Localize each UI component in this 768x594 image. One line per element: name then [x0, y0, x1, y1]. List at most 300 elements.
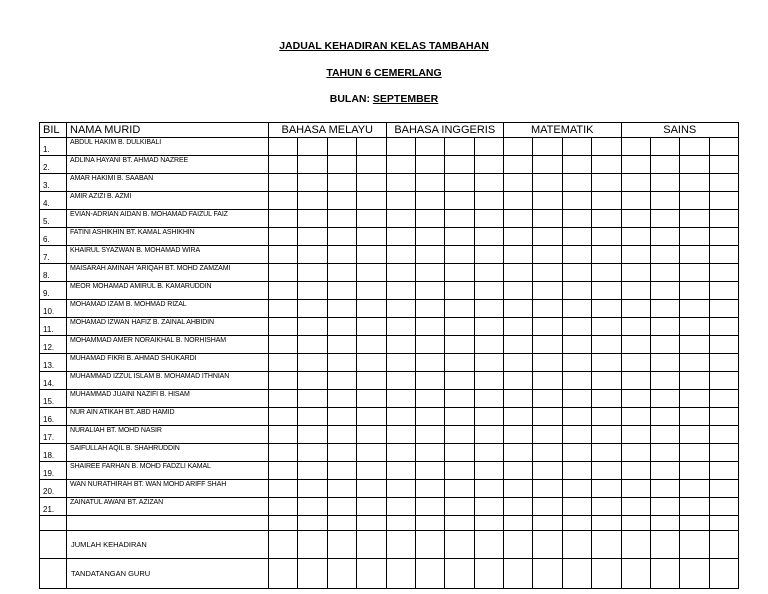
attendance-cell[interactable]: [592, 282, 621, 300]
attendance-cell[interactable]: [621, 426, 650, 444]
attendance-cell[interactable]: [504, 300, 533, 318]
attendance-cell[interactable]: [327, 354, 356, 372]
attendance-cell[interactable]: [562, 354, 591, 372]
attendance-cell[interactable]: [680, 354, 709, 372]
attendance-cell[interactable]: [562, 174, 591, 192]
attendance-cell[interactable]: [415, 516, 444, 531]
attendance-cell[interactable]: [269, 264, 298, 282]
attendance-cell[interactable]: [533, 498, 562, 516]
attendance-cell[interactable]: [621, 300, 650, 318]
attendance-cell[interactable]: [386, 336, 415, 354]
attendance-cell[interactable]: [415, 372, 444, 390]
attendance-cell[interactable]: [445, 156, 474, 174]
attendance-cell[interactable]: [269, 462, 298, 480]
attendance-cell[interactable]: [533, 426, 562, 444]
attendance-cell[interactable]: [621, 444, 650, 462]
attendance-cell[interactable]: [562, 264, 591, 282]
attendance-cell[interactable]: [562, 372, 591, 390]
attendance-cell[interactable]: [504, 192, 533, 210]
attendance-cell[interactable]: [709, 559, 738, 589]
attendance-cell[interactable]: [386, 408, 415, 426]
attendance-cell[interactable]: [357, 318, 386, 336]
attendance-cell[interactable]: [386, 354, 415, 372]
attendance-cell[interactable]: [474, 372, 503, 390]
attendance-cell[interactable]: [386, 210, 415, 228]
attendance-cell[interactable]: [592, 531, 621, 559]
attendance-cell[interactable]: [474, 228, 503, 246]
attendance-cell[interactable]: [650, 462, 679, 480]
attendance-cell[interactable]: [650, 156, 679, 174]
attendance-cell[interactable]: [680, 246, 709, 264]
attendance-cell[interactable]: [327, 210, 356, 228]
attendance-cell[interactable]: [650, 531, 679, 559]
attendance-cell[interactable]: [504, 462, 533, 480]
attendance-cell[interactable]: [415, 246, 444, 264]
attendance-cell[interactable]: [474, 318, 503, 336]
attendance-cell[interactable]: [680, 531, 709, 559]
attendance-cell[interactable]: [474, 246, 503, 264]
attendance-cell[interactable]: [298, 264, 327, 282]
attendance-cell[interactable]: [269, 336, 298, 354]
attendance-cell[interactable]: [357, 210, 386, 228]
attendance-cell[interactable]: [357, 462, 386, 480]
attendance-cell[interactable]: [327, 282, 356, 300]
attendance-cell[interactable]: [650, 336, 679, 354]
attendance-cell[interactable]: [269, 300, 298, 318]
attendance-cell[interactable]: [327, 192, 356, 210]
attendance-cell[interactable]: [562, 390, 591, 408]
attendance-cell[interactable]: [445, 480, 474, 498]
attendance-cell[interactable]: [592, 300, 621, 318]
attendance-cell[interactable]: [474, 462, 503, 480]
attendance-cell[interactable]: [357, 138, 386, 156]
attendance-cell[interactable]: [298, 444, 327, 462]
attendance-cell[interactable]: [504, 531, 533, 559]
attendance-cell[interactable]: [680, 559, 709, 589]
attendance-cell[interactable]: [474, 300, 503, 318]
attendance-cell[interactable]: [562, 138, 591, 156]
attendance-cell[interactable]: [533, 516, 562, 531]
attendance-cell[interactable]: [709, 498, 738, 516]
attendance-cell[interactable]: [269, 426, 298, 444]
attendance-cell[interactable]: [445, 354, 474, 372]
attendance-cell[interactable]: [562, 210, 591, 228]
attendance-cell[interactable]: [474, 426, 503, 444]
attendance-cell[interactable]: [504, 246, 533, 264]
attendance-cell[interactable]: [327, 336, 356, 354]
attendance-cell[interactable]: [415, 426, 444, 444]
attendance-cell[interactable]: [709, 192, 738, 210]
attendance-cell[interactable]: [680, 300, 709, 318]
attendance-cell[interactable]: [269, 559, 298, 589]
attendance-cell[interactable]: [504, 282, 533, 300]
attendance-cell[interactable]: [445, 462, 474, 480]
attendance-cell[interactable]: [445, 516, 474, 531]
attendance-cell[interactable]: [680, 516, 709, 531]
attendance-cell[interactable]: [415, 559, 444, 589]
attendance-cell[interactable]: [504, 516, 533, 531]
attendance-cell[interactable]: [298, 516, 327, 531]
attendance-cell[interactable]: [533, 264, 562, 282]
attendance-cell[interactable]: [298, 174, 327, 192]
attendance-cell[interactable]: [680, 498, 709, 516]
attendance-cell[interactable]: [298, 228, 327, 246]
attendance-cell[interactable]: [621, 246, 650, 264]
attendance-cell[interactable]: [562, 462, 591, 480]
attendance-cell[interactable]: [562, 444, 591, 462]
attendance-cell[interactable]: [357, 426, 386, 444]
attendance-cell[interactable]: [415, 444, 444, 462]
attendance-cell[interactable]: [562, 300, 591, 318]
attendance-cell[interactable]: [386, 318, 415, 336]
attendance-cell[interactable]: [415, 480, 444, 498]
attendance-cell[interactable]: [474, 264, 503, 282]
attendance-cell[interactable]: [386, 138, 415, 156]
attendance-cell[interactable]: [709, 138, 738, 156]
attendance-cell[interactable]: [415, 282, 444, 300]
attendance-cell[interactable]: [621, 156, 650, 174]
attendance-cell[interactable]: [533, 336, 562, 354]
attendance-cell[interactable]: [709, 462, 738, 480]
attendance-cell[interactable]: [474, 156, 503, 174]
attendance-cell[interactable]: [592, 462, 621, 480]
attendance-cell[interactable]: [298, 318, 327, 336]
attendance-cell[interactable]: [650, 228, 679, 246]
attendance-cell[interactable]: [709, 264, 738, 282]
attendance-cell[interactable]: [709, 210, 738, 228]
attendance-cell[interactable]: [562, 192, 591, 210]
attendance-cell[interactable]: [680, 210, 709, 228]
attendance-cell[interactable]: [680, 228, 709, 246]
attendance-cell[interactable]: [327, 426, 356, 444]
attendance-cell[interactable]: [592, 426, 621, 444]
attendance-cell[interactable]: [680, 462, 709, 480]
attendance-cell[interactable]: [533, 390, 562, 408]
attendance-cell[interactable]: [298, 498, 327, 516]
attendance-cell[interactable]: [327, 498, 356, 516]
attendance-cell[interactable]: [415, 318, 444, 336]
attendance-cell[interactable]: [298, 210, 327, 228]
attendance-cell[interactable]: [533, 372, 562, 390]
attendance-cell[interactable]: [415, 156, 444, 174]
attendance-cell[interactable]: [504, 336, 533, 354]
attendance-cell[interactable]: [445, 531, 474, 559]
attendance-cell[interactable]: [709, 408, 738, 426]
attendance-cell[interactable]: [504, 498, 533, 516]
attendance-cell[interactable]: [327, 246, 356, 264]
attendance-cell[interactable]: [533, 444, 562, 462]
attendance-cell[interactable]: [269, 228, 298, 246]
attendance-cell[interactable]: [709, 336, 738, 354]
attendance-cell[interactable]: [533, 156, 562, 174]
attendance-cell[interactable]: [621, 138, 650, 156]
attendance-cell[interactable]: [298, 300, 327, 318]
attendance-cell[interactable]: [269, 210, 298, 228]
attendance-cell[interactable]: [386, 498, 415, 516]
attendance-cell[interactable]: [474, 559, 503, 589]
attendance-cell[interactable]: [415, 138, 444, 156]
attendance-cell[interactable]: [621, 192, 650, 210]
attendance-cell[interactable]: [621, 559, 650, 589]
attendance-cell[interactable]: [415, 174, 444, 192]
attendance-cell[interactable]: [415, 408, 444, 426]
attendance-cell[interactable]: [709, 426, 738, 444]
attendance-cell[interactable]: [445, 444, 474, 462]
attendance-cell[interactable]: [533, 559, 562, 589]
attendance-cell[interactable]: [592, 210, 621, 228]
attendance-cell[interactable]: [327, 516, 356, 531]
attendance-cell[interactable]: [269, 156, 298, 174]
attendance-cell[interactable]: [357, 559, 386, 589]
attendance-cell[interactable]: [592, 192, 621, 210]
attendance-cell[interactable]: [621, 498, 650, 516]
attendance-cell[interactable]: [504, 318, 533, 336]
attendance-cell[interactable]: [445, 246, 474, 264]
attendance-cell[interactable]: [269, 192, 298, 210]
attendance-cell[interactable]: [680, 372, 709, 390]
attendance-cell[interactable]: [680, 444, 709, 462]
attendance-cell[interactable]: [709, 531, 738, 559]
attendance-cell[interactable]: [386, 246, 415, 264]
attendance-cell[interactable]: [474, 516, 503, 531]
attendance-cell[interactable]: [650, 318, 679, 336]
attendance-cell[interactable]: [357, 390, 386, 408]
attendance-cell[interactable]: [533, 210, 562, 228]
attendance-cell[interactable]: [298, 138, 327, 156]
attendance-cell[interactable]: [533, 192, 562, 210]
attendance-cell[interactable]: [474, 174, 503, 192]
attendance-cell[interactable]: [650, 559, 679, 589]
attendance-cell[interactable]: [621, 264, 650, 282]
attendance-cell[interactable]: [592, 264, 621, 282]
attendance-cell[interactable]: [650, 192, 679, 210]
attendance-cell[interactable]: [327, 408, 356, 426]
attendance-cell[interactable]: [562, 336, 591, 354]
attendance-cell[interactable]: [562, 559, 591, 589]
attendance-cell[interactable]: [562, 498, 591, 516]
attendance-cell[interactable]: [298, 336, 327, 354]
attendance-cell[interactable]: [357, 354, 386, 372]
attendance-cell[interactable]: [533, 246, 562, 264]
attendance-cell[interactable]: [709, 282, 738, 300]
attendance-cell[interactable]: [680, 408, 709, 426]
attendance-cell[interactable]: [592, 444, 621, 462]
attendance-cell[interactable]: [504, 480, 533, 498]
attendance-cell[interactable]: [298, 462, 327, 480]
attendance-cell[interactable]: [592, 390, 621, 408]
attendance-cell[interactable]: [680, 336, 709, 354]
attendance-cell[interactable]: [650, 408, 679, 426]
attendance-cell[interactable]: [327, 372, 356, 390]
attendance-cell[interactable]: [650, 480, 679, 498]
attendance-cell[interactable]: [533, 282, 562, 300]
attendance-cell[interactable]: [504, 228, 533, 246]
attendance-cell[interactable]: [621, 480, 650, 498]
attendance-cell[interactable]: [474, 138, 503, 156]
attendance-cell[interactable]: [386, 516, 415, 531]
attendance-cell[interactable]: [621, 228, 650, 246]
attendance-cell[interactable]: [298, 354, 327, 372]
attendance-cell[interactable]: [709, 354, 738, 372]
attendance-cell[interactable]: [386, 390, 415, 408]
attendance-cell[interactable]: [592, 498, 621, 516]
attendance-cell[interactable]: [415, 498, 444, 516]
attendance-cell[interactable]: [504, 408, 533, 426]
attendance-cell[interactable]: [533, 228, 562, 246]
attendance-cell[interactable]: [562, 531, 591, 559]
attendance-cell[interactable]: [386, 559, 415, 589]
attendance-cell[interactable]: [445, 318, 474, 336]
attendance-cell[interactable]: [327, 444, 356, 462]
attendance-cell[interactable]: [445, 559, 474, 589]
attendance-cell[interactable]: [327, 318, 356, 336]
attendance-cell[interactable]: [562, 318, 591, 336]
attendance-cell[interactable]: [327, 138, 356, 156]
attendance-cell[interactable]: [621, 462, 650, 480]
attendance-cell[interactable]: [621, 210, 650, 228]
attendance-cell[interactable]: [269, 444, 298, 462]
attendance-cell[interactable]: [445, 372, 474, 390]
attendance-cell[interactable]: [357, 408, 386, 426]
attendance-cell[interactable]: [621, 390, 650, 408]
attendance-cell[interactable]: [327, 480, 356, 498]
attendance-cell[interactable]: [504, 426, 533, 444]
attendance-cell[interactable]: [562, 480, 591, 498]
attendance-cell[interactable]: [650, 354, 679, 372]
attendance-cell[interactable]: [357, 480, 386, 498]
attendance-cell[interactable]: [357, 228, 386, 246]
attendance-cell[interactable]: [386, 282, 415, 300]
attendance-cell[interactable]: [298, 426, 327, 444]
attendance-cell[interactable]: [504, 156, 533, 174]
attendance-cell[interactable]: [562, 282, 591, 300]
attendance-cell[interactable]: [650, 210, 679, 228]
attendance-cell[interactable]: [650, 282, 679, 300]
attendance-cell[interactable]: [445, 408, 474, 426]
attendance-cell[interactable]: [592, 174, 621, 192]
attendance-cell[interactable]: [533, 408, 562, 426]
attendance-cell[interactable]: [650, 138, 679, 156]
attendance-cell[interactable]: [445, 498, 474, 516]
attendance-cell[interactable]: [592, 354, 621, 372]
attendance-cell[interactable]: [680, 138, 709, 156]
attendance-cell[interactable]: [474, 408, 503, 426]
attendance-cell[interactable]: [533, 480, 562, 498]
attendance-cell[interactable]: [386, 192, 415, 210]
attendance-cell[interactable]: [298, 480, 327, 498]
attendance-cell[interactable]: [504, 390, 533, 408]
attendance-cell[interactable]: [621, 408, 650, 426]
attendance-cell[interactable]: [415, 531, 444, 559]
attendance-cell[interactable]: [592, 480, 621, 498]
attendance-cell[interactable]: [650, 498, 679, 516]
attendance-cell[interactable]: [269, 282, 298, 300]
attendance-cell[interactable]: [269, 390, 298, 408]
attendance-cell[interactable]: [680, 390, 709, 408]
attendance-cell[interactable]: [474, 336, 503, 354]
attendance-cell[interactable]: [415, 336, 444, 354]
attendance-cell[interactable]: [357, 282, 386, 300]
attendance-cell[interactable]: [357, 516, 386, 531]
attendance-cell[interactable]: [415, 300, 444, 318]
attendance-cell[interactable]: [357, 444, 386, 462]
attendance-cell[interactable]: [269, 174, 298, 192]
attendance-cell[interactable]: [621, 282, 650, 300]
attendance-cell[interactable]: [298, 531, 327, 559]
attendance-cell[interactable]: [357, 300, 386, 318]
attendance-cell[interactable]: [504, 444, 533, 462]
attendance-cell[interactable]: [386, 480, 415, 498]
attendance-cell[interactable]: [415, 354, 444, 372]
attendance-cell[interactable]: [533, 531, 562, 559]
attendance-cell[interactable]: [269, 516, 298, 531]
attendance-cell[interactable]: [269, 318, 298, 336]
attendance-cell[interactable]: [327, 531, 356, 559]
attendance-cell[interactable]: [592, 318, 621, 336]
attendance-cell[interactable]: [269, 246, 298, 264]
attendance-cell[interactable]: [327, 264, 356, 282]
attendance-cell[interactable]: [709, 444, 738, 462]
attendance-cell[interactable]: [474, 210, 503, 228]
attendance-cell[interactable]: [650, 390, 679, 408]
attendance-cell[interactable]: [650, 246, 679, 264]
attendance-cell[interactable]: [680, 318, 709, 336]
attendance-cell[interactable]: [504, 559, 533, 589]
attendance-cell[interactable]: [562, 156, 591, 174]
attendance-cell[interactable]: [709, 174, 738, 192]
attendance-cell[interactable]: [357, 372, 386, 390]
attendance-cell[interactable]: [269, 498, 298, 516]
attendance-cell[interactable]: [357, 531, 386, 559]
attendance-cell[interactable]: [269, 531, 298, 559]
attendance-cell[interactable]: [298, 156, 327, 174]
attendance-cell[interactable]: [327, 300, 356, 318]
attendance-cell[interactable]: [562, 408, 591, 426]
attendance-cell[interactable]: [533, 354, 562, 372]
attendance-cell[interactable]: [709, 372, 738, 390]
attendance-cell[interactable]: [562, 228, 591, 246]
attendance-cell[interactable]: [592, 559, 621, 589]
attendance-cell[interactable]: [504, 372, 533, 390]
attendance-cell[interactable]: [327, 228, 356, 246]
attendance-cell[interactable]: [650, 426, 679, 444]
attendance-cell[interactable]: [298, 559, 327, 589]
attendance-cell[interactable]: [562, 426, 591, 444]
attendance-cell[interactable]: [650, 264, 679, 282]
attendance-cell[interactable]: [445, 336, 474, 354]
attendance-cell[interactable]: [592, 408, 621, 426]
attendance-cell[interactable]: [621, 516, 650, 531]
attendance-cell[interactable]: [650, 174, 679, 192]
attendance-cell[interactable]: [709, 480, 738, 498]
attendance-cell[interactable]: [592, 336, 621, 354]
attendance-cell[interactable]: [650, 372, 679, 390]
attendance-cell[interactable]: [562, 246, 591, 264]
attendance-cell[interactable]: [709, 300, 738, 318]
attendance-cell[interactable]: [386, 300, 415, 318]
attendance-cell[interactable]: [386, 444, 415, 462]
attendance-cell[interactable]: [592, 516, 621, 531]
attendance-cell[interactable]: [357, 246, 386, 264]
attendance-cell[interactable]: [562, 516, 591, 531]
attendance-cell[interactable]: [474, 480, 503, 498]
attendance-cell[interactable]: [621, 354, 650, 372]
attendance-cell[interactable]: [415, 210, 444, 228]
attendance-cell[interactable]: [474, 354, 503, 372]
attendance-cell[interactable]: [269, 138, 298, 156]
attendance-cell[interactable]: [445, 282, 474, 300]
attendance-cell[interactable]: [533, 462, 562, 480]
